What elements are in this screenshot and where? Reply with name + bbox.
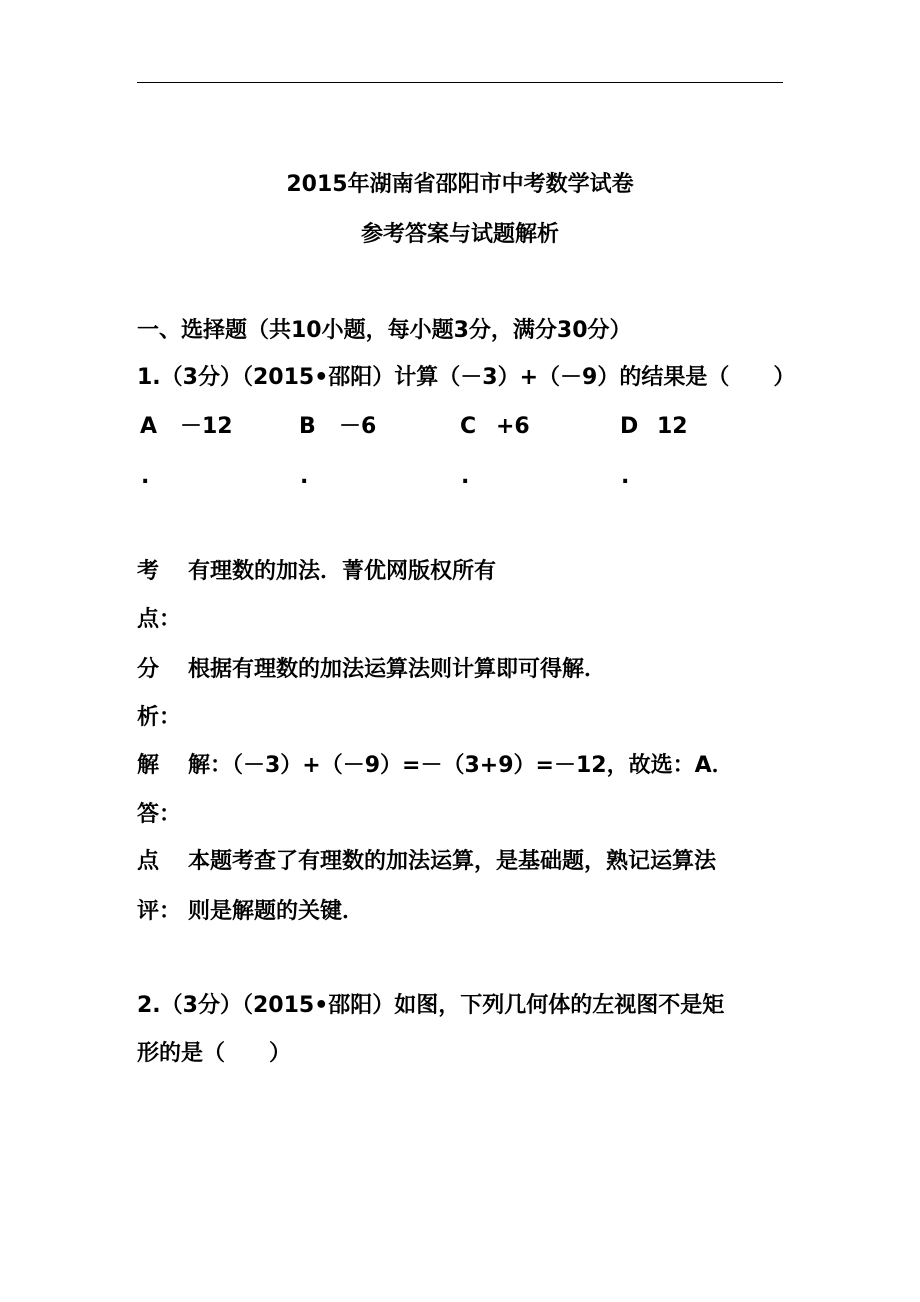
option-d-value: 12 xyxy=(657,414,688,439)
jieda-text: 解：（－3）+（－9）=－（3+9）=－12，故选：A． xyxy=(188,753,734,778)
option-a-dot: . xyxy=(141,464,150,489)
page-title: 2015年湖南省邵阳市中考数学试卷 xyxy=(286,172,634,197)
option-b-letter: B xyxy=(299,414,316,439)
jieda-label-top: 解 xyxy=(137,753,160,778)
option-a-value: －12 xyxy=(180,414,233,439)
option-c-letter: C xyxy=(460,414,477,439)
header-rule xyxy=(137,82,783,83)
kaodian-label-top: 考 xyxy=(137,559,160,584)
dianping-line-1: 本题考查了有理数的加法运算，是基础题，熟记运算法 xyxy=(188,849,717,874)
dianping-line-2: 则是解题的关键． xyxy=(188,899,365,924)
option-b-dot: . xyxy=(300,464,309,489)
option-d-letter: D xyxy=(620,414,639,439)
question-2-line-1: 2.（3分）（2015•邵阳）如图，下列几何体的左视图不是矩 xyxy=(137,993,725,1018)
option-c-dot: . xyxy=(461,464,470,489)
option-d-dot: . xyxy=(621,464,630,489)
kaodian-label-bottom: 点： xyxy=(137,607,182,632)
dianping-label-bottom: 评： xyxy=(137,899,182,924)
dianping-label-top: 点 xyxy=(137,849,160,874)
option-a-letter: A xyxy=(140,414,158,439)
option-b-value: －6 xyxy=(339,414,377,439)
question-2-line-2: 形的是（ ） xyxy=(137,1041,292,1066)
page-subtitle: 参考答案与试题解析 xyxy=(360,222,559,247)
fenxi-text: 根据有理数的加法运算法则计算即可得解． xyxy=(188,657,607,682)
kaodian-text: 有理数的加法．菁优网版权所有 xyxy=(188,559,497,584)
question-1-stem: 1.（3分）（2015•邵阳）计算（－3）+（－9）的结果是（ ） xyxy=(137,365,796,390)
fenxi-label-bottom: 析： xyxy=(137,705,182,730)
section-heading: 一、选择题（共10小题，每小题3分，满分30分） xyxy=(137,318,632,343)
jieda-label-bottom: 答： xyxy=(137,802,182,827)
fenxi-label-top: 分 xyxy=(137,657,160,682)
option-c-value: +6 xyxy=(496,414,530,439)
